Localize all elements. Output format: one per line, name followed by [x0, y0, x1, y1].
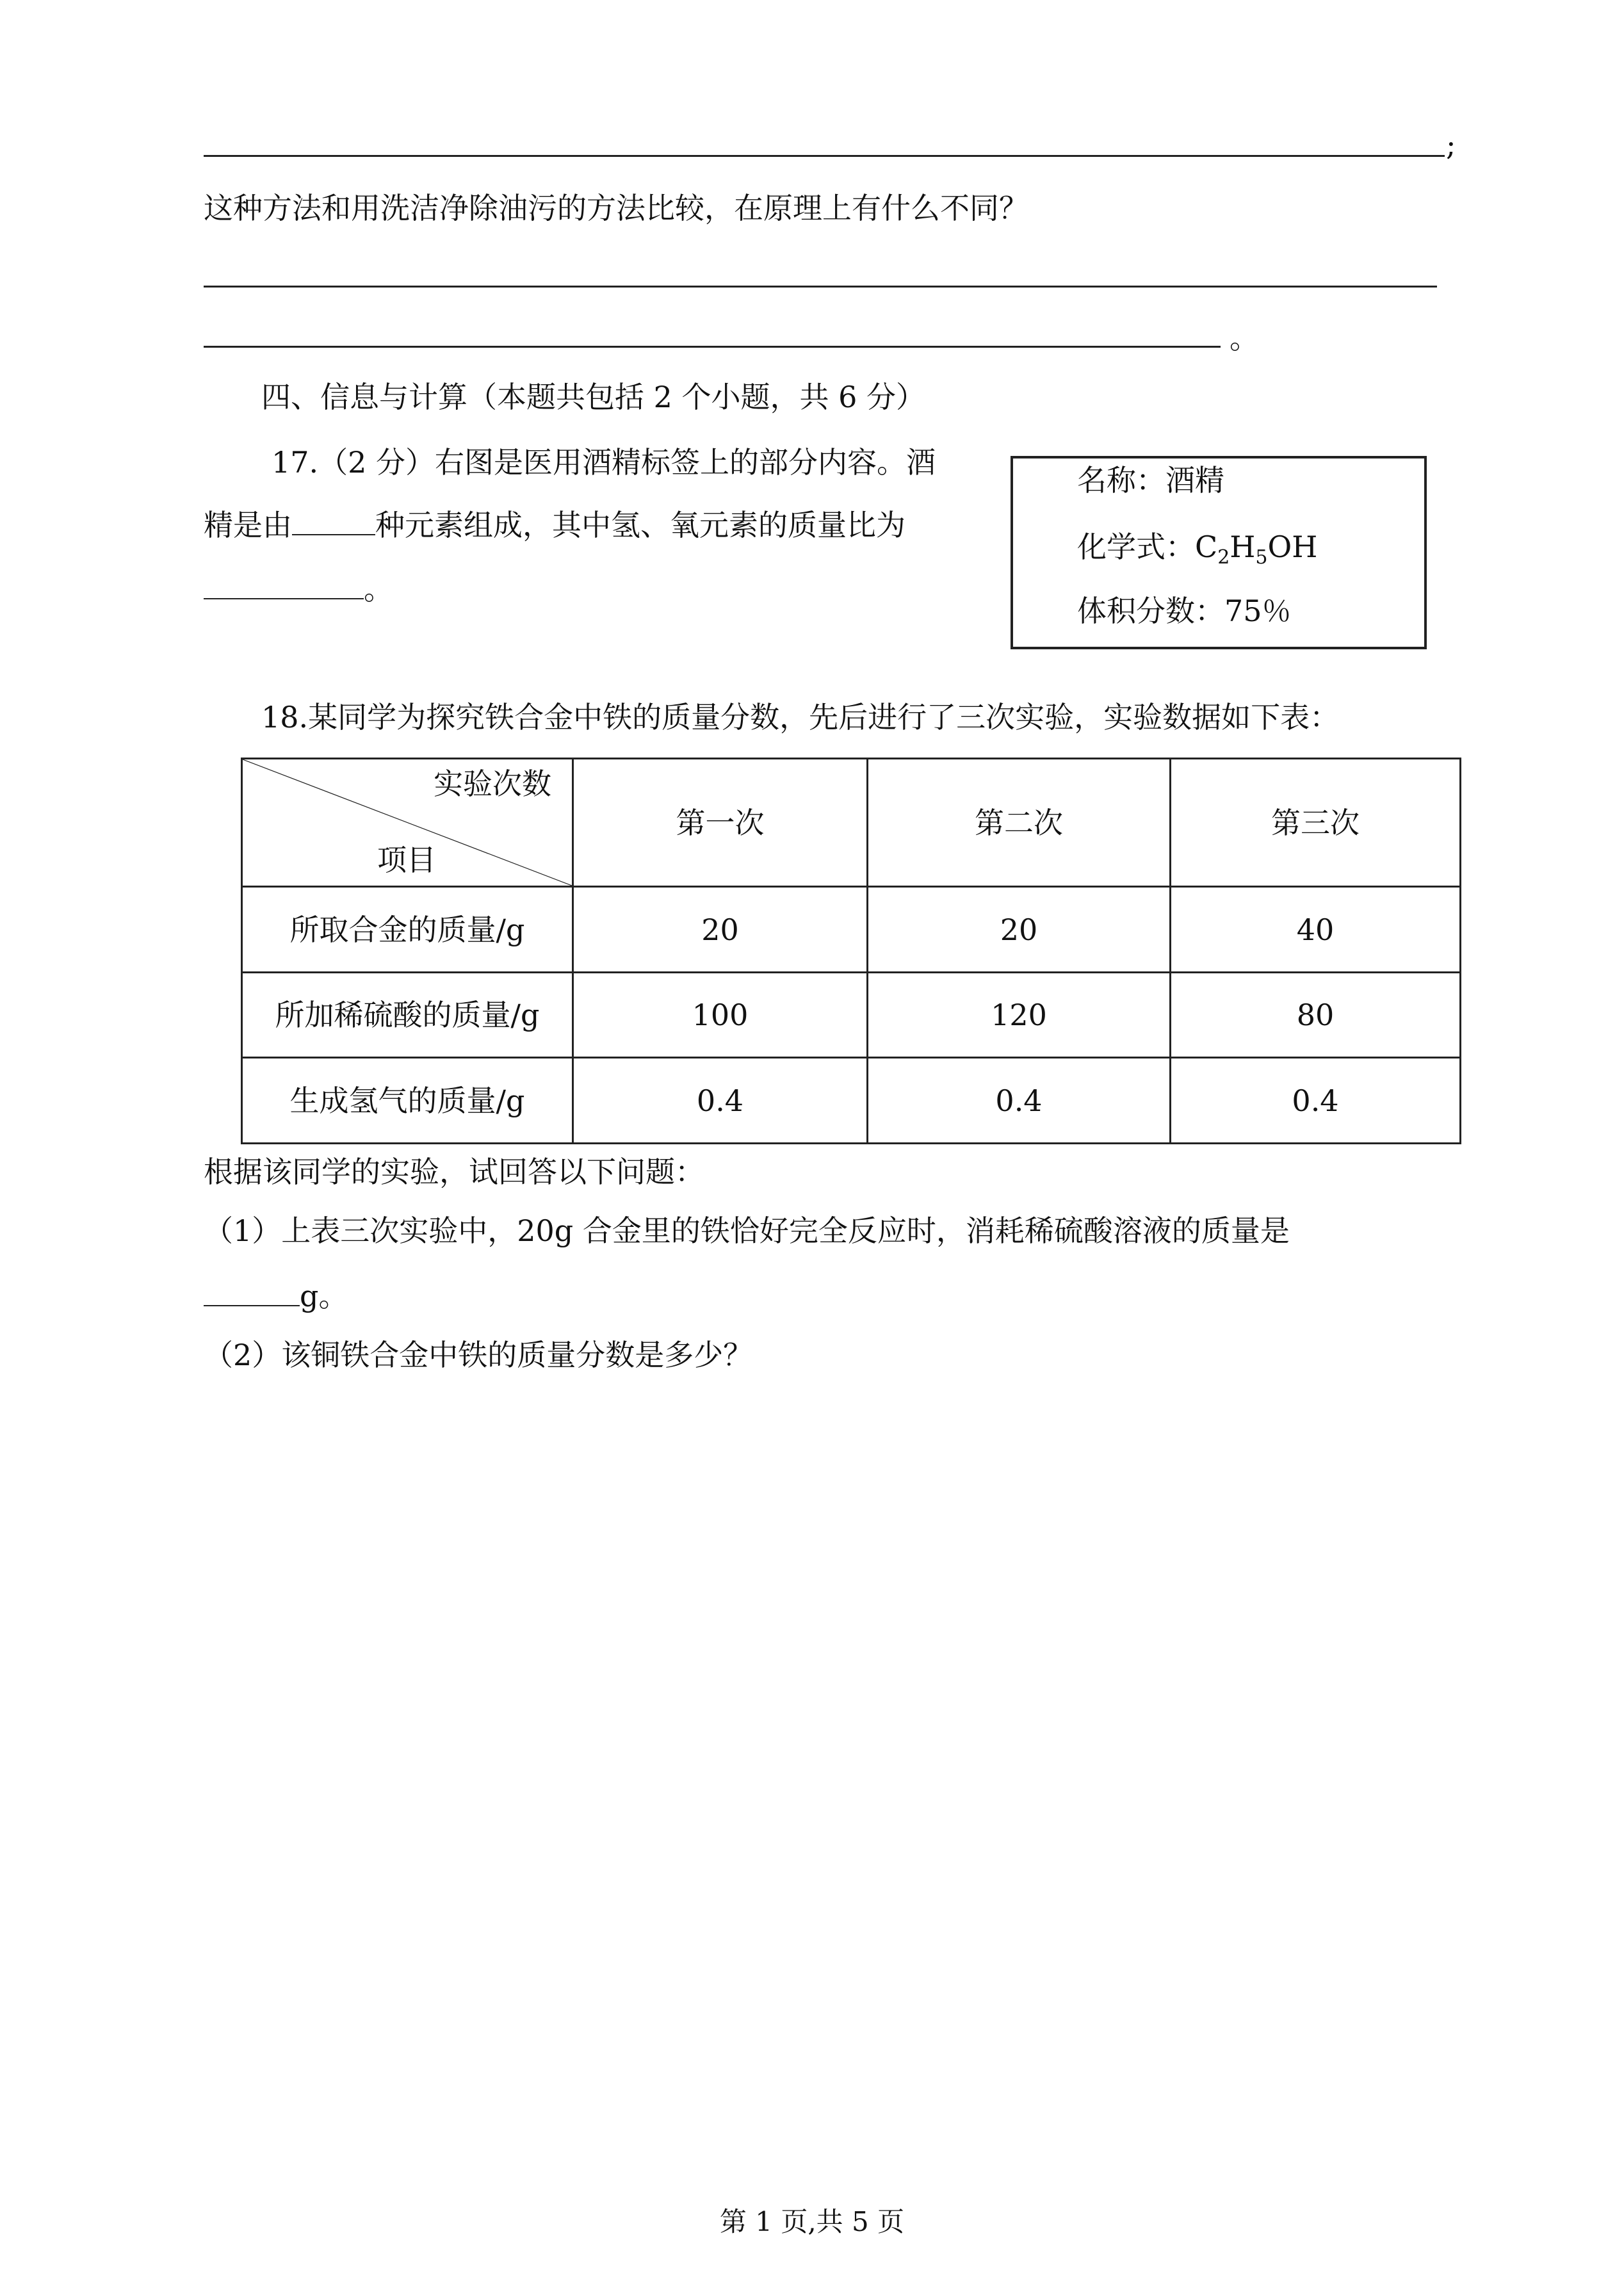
q17-line2-b: 种元素组成，其中氢、氧元素的质量比为	[375, 508, 905, 542]
table-row	[242, 887, 1461, 973]
table-cell: 40	[1171, 887, 1461, 973]
formula-h: H	[1230, 530, 1256, 564]
section4-title: 四、信息与计算（本题共包括 2 个小题，共 6 分）	[261, 380, 926, 414]
q17-line2-a: 精是由	[204, 508, 292, 542]
formula-oh: OH	[1267, 530, 1318, 564]
q16-followup: 这种方法和用洗洁净除油污的方法比较，在原理上有什么不同？	[204, 191, 1028, 225]
formula-c-sub: 2	[1217, 546, 1230, 569]
column-header: 第一次	[573, 759, 868, 887]
experiment-data-table	[241, 758, 1461, 1144]
table-cell: 120	[868, 973, 1171, 1058]
column-header: 第二次	[868, 759, 1171, 887]
row-label: 所加稀硫酸的质量/g	[242, 973, 573, 1058]
formula-c: C	[1195, 530, 1218, 564]
table-cell: 0.4	[868, 1058, 1171, 1144]
q18-intro: 18.某同学为探究铁合金中铁的质量分数，先后进行了三次实验，实验数据如下表：	[261, 700, 1340, 734]
row-label: 所取合金的质量/g	[242, 887, 573, 973]
q17-line3-end: 。	[364, 572, 393, 606]
formula-h-sub: 5	[1255, 546, 1268, 569]
q17-blank-ratio[interactable]	[204, 570, 364, 599]
label-volume: 体积分数：75％	[1077, 594, 1292, 628]
table-cell: 0.4	[1171, 1058, 1461, 1144]
q18-sub2: （2）该铜铁合金中铁的质量分数是多少？	[204, 1338, 753, 1372]
table-cell: 0.4	[573, 1058, 868, 1144]
answer-line-2[interactable]	[204, 286, 1437, 288]
answer-line-1[interactable]	[204, 155, 1445, 157]
header-top-label: 实验次数	[434, 766, 551, 801]
label-formula	[1077, 528, 1317, 577]
table-cell: 80	[1171, 973, 1461, 1058]
label-name: 名称：酒精	[1077, 463, 1224, 498]
label-formula-prefix: 化学式：	[1077, 530, 1195, 564]
q18-prompt: 根据该同学的实验，试回答以下问题：	[204, 1155, 704, 1189]
q17-line2	[204, 506, 905, 544]
q18-sub1-line2	[204, 1277, 348, 1315]
q18-sub1-line1: （1）上表三次实验中，20g 合金里的铁恰好完全反应时，消耗稀硫酸溶液的质量是	[204, 1213, 1290, 1248]
answer-line-1-end: ;	[1446, 127, 1456, 162]
q18-blank-acid-mass[interactable]	[204, 1277, 300, 1306]
q17-line1: 17.（2 分）右图是医用酒精标签上的部分内容。酒	[272, 445, 936, 480]
answer-line-3-end: 。	[1230, 321, 1259, 355]
diagonal-header-cell	[242, 759, 573, 887]
q17-blank-elements[interactable]	[292, 506, 375, 535]
table-row	[242, 1058, 1461, 1144]
table-cell: 20	[868, 887, 1171, 973]
header-bottom-label: 项目	[377, 843, 436, 877]
row-label: 生成氢气的质量/g	[242, 1058, 573, 1144]
page-footer: 第 1 页,共 5 页	[719, 2206, 905, 2237]
column-header: 第三次	[1171, 759, 1461, 887]
q17-line3	[204, 570, 393, 608]
table-row	[242, 973, 1461, 1058]
q18-sub1-line2-end: g。	[300, 1279, 348, 1313]
table-header-row	[242, 759, 1461, 887]
table-cell: 100	[573, 973, 868, 1058]
alcohol-label-box	[1011, 456, 1427, 649]
answer-line-3[interactable]	[204, 346, 1221, 348]
table-cell: 20	[573, 887, 868, 973]
